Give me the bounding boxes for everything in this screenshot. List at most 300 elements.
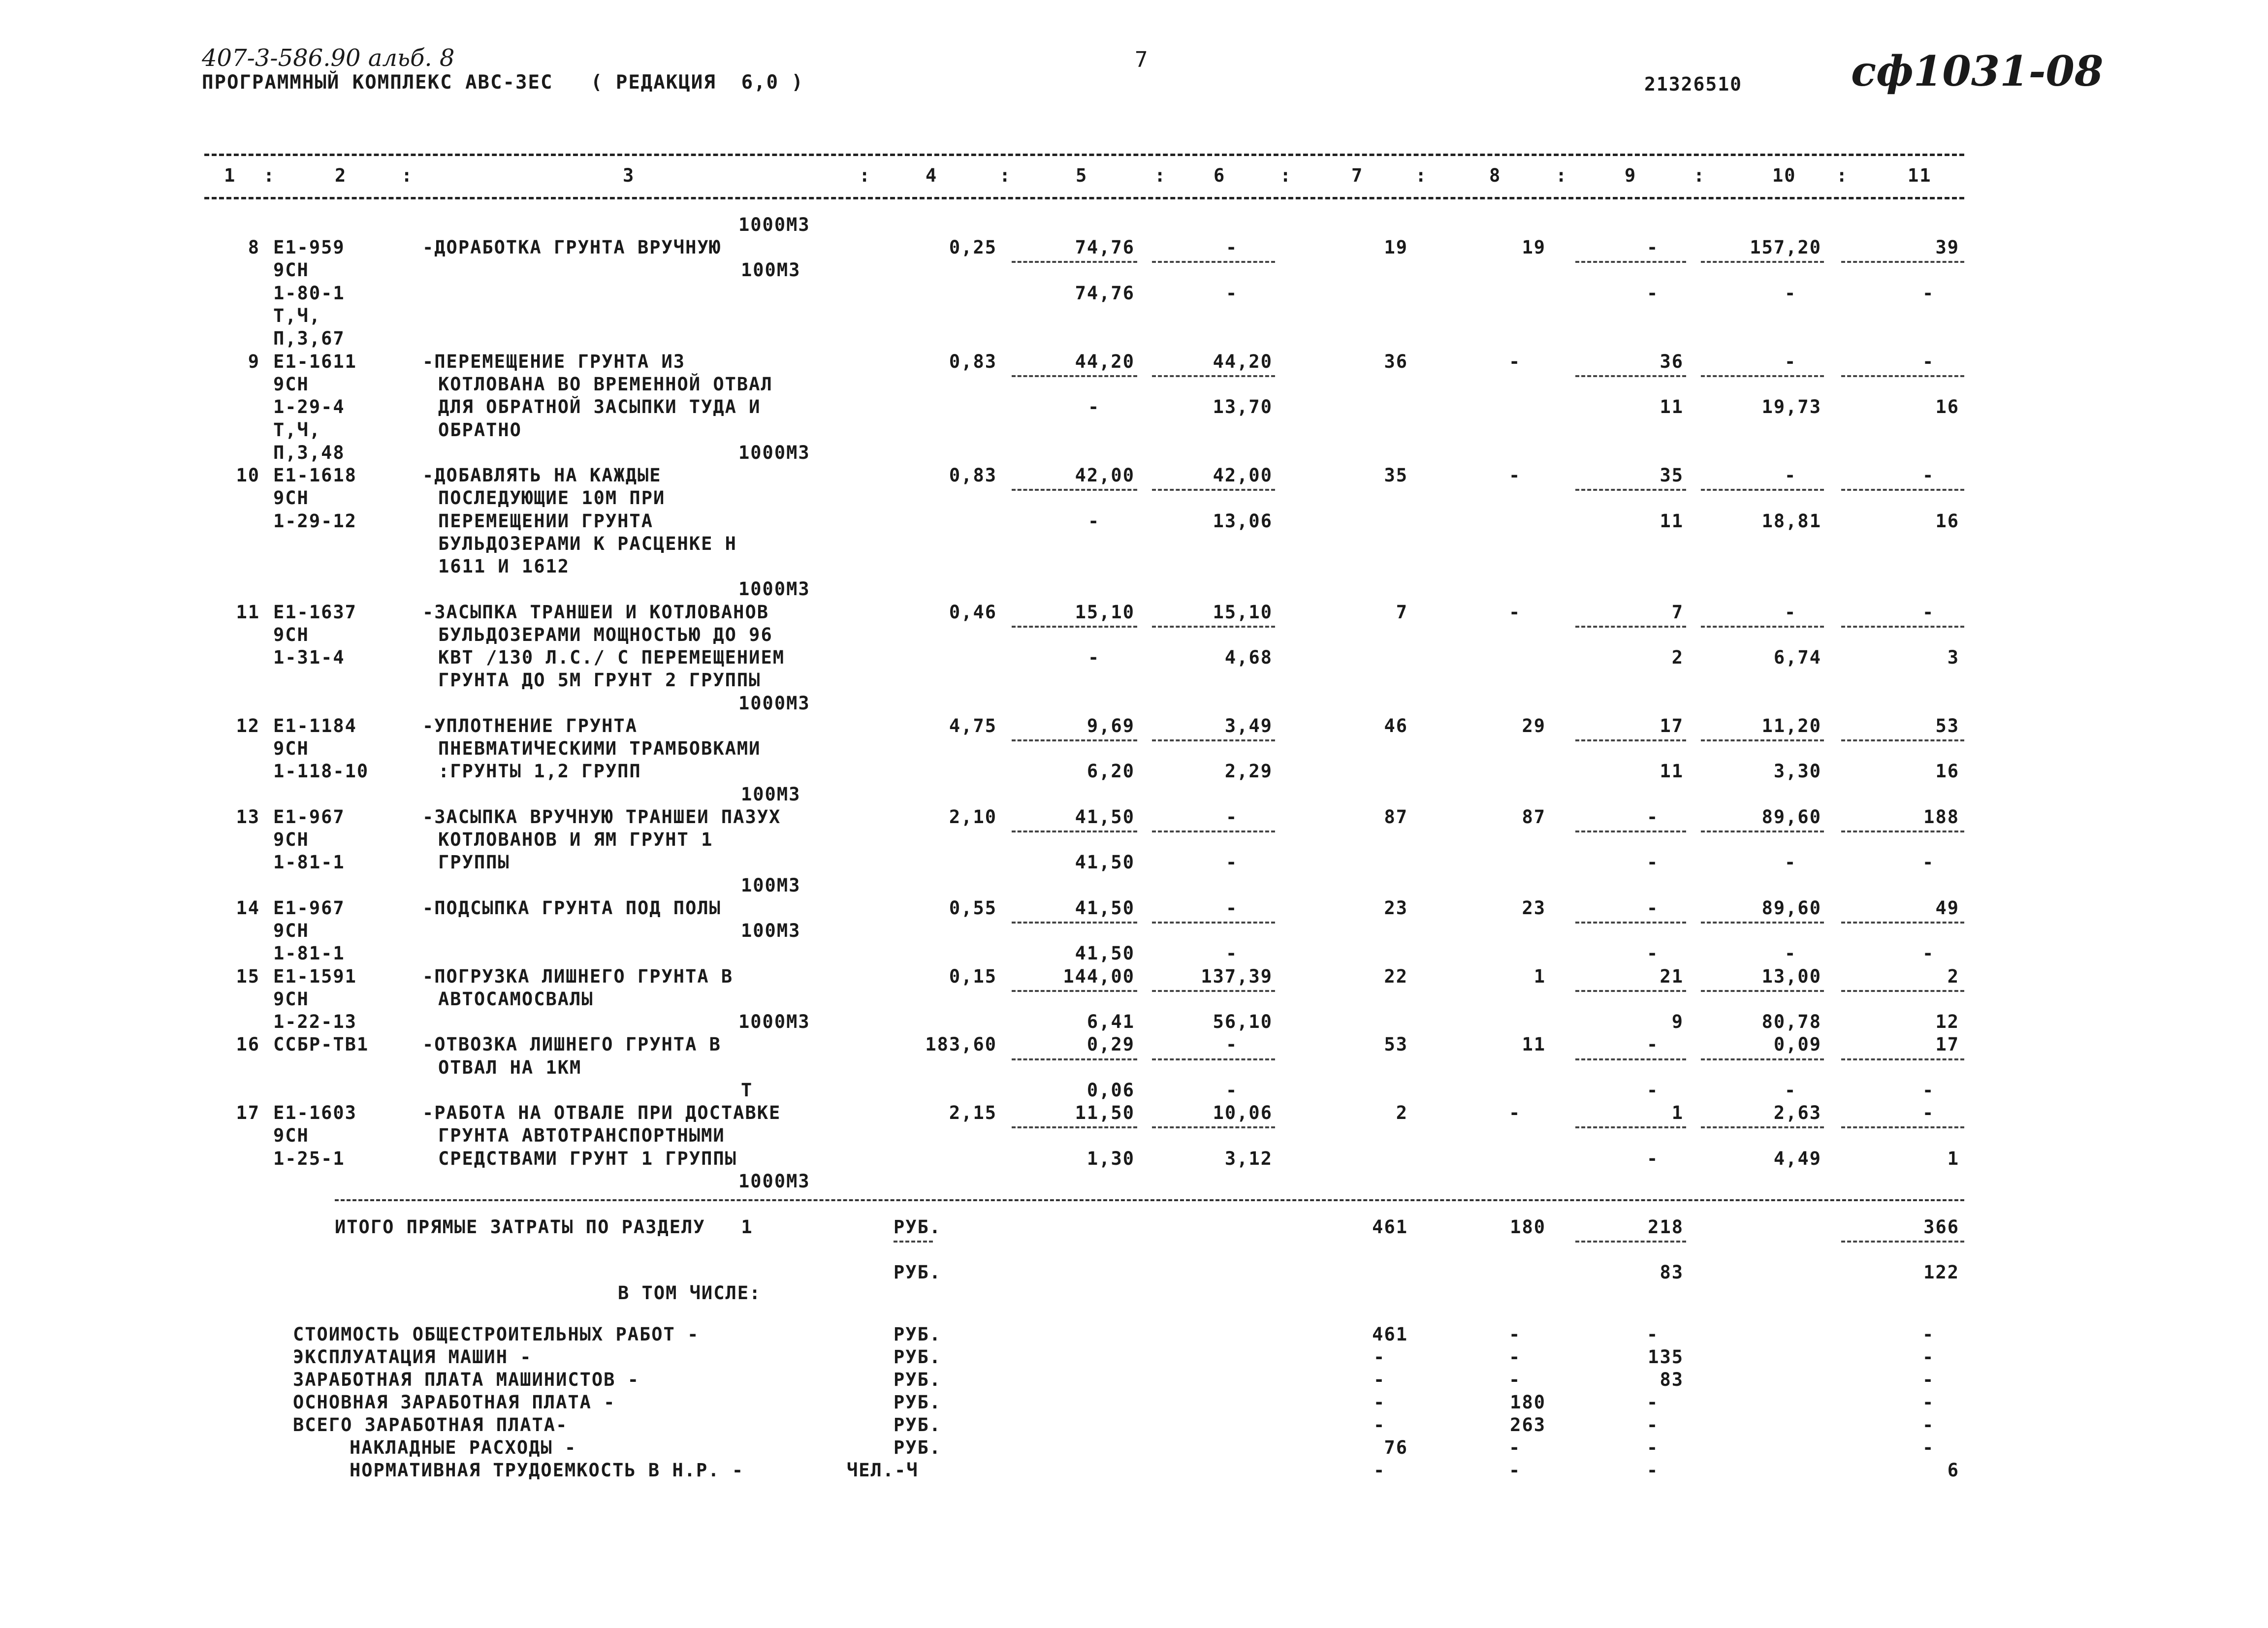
summary-cell: - <box>1922 1369 1935 1390</box>
table-cell: - <box>1226 852 1238 873</box>
page-number: 7 <box>1135 47 1149 72</box>
value-separator-line <box>1575 739 1686 741</box>
column-header-11: 11 <box>1908 165 1932 186</box>
table-cell: 2 <box>1396 1102 1408 1123</box>
value-separator-line <box>1012 489 1137 491</box>
table-cell: 41,50 <box>1075 897 1135 919</box>
table-cell: Т,Ч, <box>273 419 321 441</box>
summary-cell: - <box>1922 1346 1935 1368</box>
table-cell: 46 <box>1384 715 1408 736</box>
table-cell: ПЕРЕМЕЩЕНИИ ГРУНТА <box>438 511 653 532</box>
table-cell: ГРУНТА АВТОТРАНСПОРТНЫМИ <box>438 1125 725 1146</box>
table-cell: 44,20 <box>1075 351 1135 372</box>
table-cell: -ОТВОЗКА ЛИШНЕГО ГРУНТА В <box>422 1034 721 1055</box>
table-cell: - <box>1922 1080 1935 1101</box>
column-divider: : <box>1280 165 1292 186</box>
summary-cell: 76 <box>1384 1437 1408 1458</box>
summary-cell: РУБ. <box>894 1324 942 1345</box>
table-cell: 8 <box>248 237 260 258</box>
summary-cell: ОСНОВНАЯ ЗАРАБОТНАЯ ПЛАТА - <box>293 1392 616 1413</box>
summary-cell: - <box>1647 1392 1659 1413</box>
value-separator-line <box>1575 1241 1686 1243</box>
table-cell: 42,00 <box>1075 465 1135 486</box>
table-cell: - <box>1509 465 1521 486</box>
table-cell: 137,39 <box>1201 966 1273 987</box>
table-cell: - <box>1647 943 1659 964</box>
table-cell: 22 <box>1384 966 1408 987</box>
table-cell: 39 <box>1935 237 1959 258</box>
table-cell: 2 <box>1947 966 1959 987</box>
summary-cell: РУБ. <box>894 1369 942 1390</box>
column-header-2: 2 <box>335 165 347 186</box>
table-cell: Е1-1184 <box>273 715 357 736</box>
table-cell: 13 <box>236 806 260 828</box>
table-cell: 4,49 <box>1773 1148 1821 1169</box>
table-cell: -ПЕРЕМЕЩЕНИЕ ГРУНТА ИЗ <box>422 351 686 372</box>
value-separator-line <box>1012 626 1137 628</box>
column-divider: : <box>263 165 276 186</box>
table-cell: 100М3 <box>741 875 801 896</box>
value-separator-line <box>1701 739 1824 741</box>
value-separator-line <box>1152 739 1275 741</box>
summary-cell: РУБ. <box>894 1262 942 1283</box>
table-cell: 74,76 <box>1075 237 1135 258</box>
value-separator-line <box>1701 626 1824 628</box>
table-cell: 3,30 <box>1773 761 1821 782</box>
table-cell: 9СН <box>273 487 309 509</box>
summary-cell: - <box>1509 1346 1521 1368</box>
column-divider: : <box>859 165 871 186</box>
table-cell: - <box>1226 897 1238 919</box>
table-cell: - <box>1647 897 1659 919</box>
summary-cell: 83 <box>1660 1262 1684 1283</box>
table-cell: 1000М3 <box>738 693 810 714</box>
table-cell: 1000М3 <box>738 442 810 463</box>
table-cell: 183,60 <box>925 1034 997 1055</box>
table-cell: 3,12 <box>1224 1148 1273 1169</box>
column-header-9: 9 <box>1625 165 1637 186</box>
table-cell: 17 <box>236 1102 260 1123</box>
table-cell: - <box>1785 283 1797 304</box>
value-separator-line <box>1841 626 1964 628</box>
summary-cell: - <box>1647 1437 1659 1458</box>
table-cell: Е1-967 <box>273 897 345 919</box>
table-cell: 1-22-13 <box>273 1011 357 1032</box>
value-separator-line <box>1841 261 1964 263</box>
table-cell: 12 <box>236 715 260 736</box>
table-cell: 2,15 <box>949 1102 997 1123</box>
summary-cell: 180 <box>1510 1216 1546 1238</box>
table-cell: 11 <box>1522 1034 1546 1055</box>
column-divider: : <box>1154 165 1167 186</box>
summary-cell: НОРМАТИВНАЯ ТРУДОЕМКОСТЬ В Н.Р. - <box>350 1460 744 1481</box>
value-separator-line <box>1575 1126 1686 1128</box>
table-cell: 3 <box>1947 647 1959 668</box>
summary-cell: - <box>1374 1346 1386 1368</box>
table-cell: ГРУНТА ДО 5М ГРУНТ 2 ГРУППЫ <box>438 670 761 691</box>
column-header-8: 8 <box>1489 165 1501 186</box>
table-cell: - <box>1226 1080 1238 1101</box>
value-separator-line <box>1841 1126 1964 1128</box>
table-cell: ОБРАТНО <box>438 419 522 441</box>
table-cell: 15 <box>236 966 260 987</box>
value-separator-line <box>1701 922 1824 924</box>
table-cell: 11,50 <box>1075 1102 1135 1123</box>
table-cell: 9СН <box>273 920 309 941</box>
summary-cell: - <box>1374 1369 1386 1390</box>
table-cell: 2,63 <box>1773 1102 1821 1123</box>
table-cell: КОТЛОВАНОВ И ЯМ ГРУНТ 1 <box>438 829 713 850</box>
table-cell: 49 <box>1935 897 1959 919</box>
summary-cell: РУБ. <box>894 1437 942 1458</box>
table-cell: 1000М3 <box>738 578 810 600</box>
table-cell: 16 <box>1935 761 1959 782</box>
table-cell: ГРУППЫ <box>438 852 510 873</box>
table-cell: - <box>1226 283 1238 304</box>
value-separator-line <box>1841 830 1964 832</box>
table-cell: 89,60 <box>1761 806 1821 828</box>
column-header-3: 3 <box>623 165 635 186</box>
summary-cell: - <box>1647 1460 1659 1481</box>
summary-cell: ИТОГО ПРЯМЫЕ ЗАТРАТЫ ПО РАЗДЕЛУ 1 <box>335 1216 753 1238</box>
table-cell: - <box>1088 647 1100 668</box>
value-separator-line <box>1012 922 1137 924</box>
table-cell: - <box>1785 1080 1797 1101</box>
table-cell: БУЛЬДОЗЕРАМИ К РАСЦЕНКЕ Н <box>438 533 737 554</box>
table-cell: 4,68 <box>1224 647 1273 668</box>
value-separator-line <box>1701 261 1824 263</box>
table-cell: 17 <box>1660 715 1684 736</box>
column-divider: : <box>1693 165 1706 186</box>
table-cell: -ЗАСЫПКА ТРАНШЕИ И КОТЛОВАНОВ <box>422 602 769 623</box>
document-reference: 407-3-586.90 альб. 8 <box>202 44 455 72</box>
column-header-row <box>0 166 2268 186</box>
table-cell: 16 <box>1935 396 1959 417</box>
table-cell: 13,00 <box>1761 966 1821 987</box>
value-separator-line <box>1701 990 1824 992</box>
summary-cell: РУБ. <box>894 1216 942 1238</box>
table-cell: 4,75 <box>949 715 997 736</box>
table-cell: 21 <box>1660 966 1684 987</box>
table-cell: - <box>1922 602 1935 623</box>
table-cell: - <box>1922 351 1935 372</box>
table-cell: -ДОРАБОТКА ГРУНТА ВРУЧНУЮ <box>422 237 721 258</box>
table-cell: 9,69 <box>1086 715 1135 736</box>
table-cell: Т,Ч, <box>273 305 321 326</box>
table-cell: 9 <box>1671 1011 1684 1032</box>
table-cell: -РАБОТА НА ОТВАЛЕ ПРИ ДОСТАВКЕ <box>422 1102 781 1123</box>
column-divider: : <box>1556 165 1568 186</box>
table-cell: 23 <box>1384 897 1408 919</box>
summary-cell: - <box>1922 1437 1935 1458</box>
table-cell: 7 <box>1396 602 1408 623</box>
value-separator-line <box>1575 626 1686 628</box>
table-cell: 1 <box>1947 1148 1959 1169</box>
summary-cell: - <box>1509 1437 1521 1458</box>
summary-cell: 180 <box>1510 1392 1546 1413</box>
summary-cell: 83 <box>1660 1369 1684 1390</box>
summary-cell: - <box>1647 1414 1659 1436</box>
table-cell: 42,00 <box>1213 465 1273 486</box>
table-cell: ССБР-ТВ1 <box>273 1034 369 1055</box>
table-cell: 1-29-4 <box>273 396 345 417</box>
table-cell: - <box>1088 511 1100 532</box>
summary-cell: 218 <box>1648 1216 1684 1238</box>
table-cell: - <box>1922 852 1935 873</box>
summary-cell: - <box>1509 1460 1521 1481</box>
table-cell: 41,50 <box>1075 852 1135 873</box>
value-separator-line <box>1575 1058 1686 1060</box>
table-cell: 1-25-1 <box>273 1148 345 1169</box>
summary-cell: - <box>1509 1324 1521 1345</box>
table-cell: 1 <box>1671 1102 1684 1123</box>
header-rule-top <box>204 154 1964 156</box>
table-cell: ПОСЛЕДУЮЩИЕ 10М ПРИ <box>438 487 666 509</box>
table-cell: 41,50 <box>1075 943 1135 964</box>
table-cell: Е1-1611 <box>273 351 357 372</box>
table-cell: - <box>1226 806 1238 828</box>
summary-cell: - <box>1374 1414 1386 1436</box>
table-cell: 1-31-4 <box>273 647 345 668</box>
table-cell: 11 <box>1660 396 1684 417</box>
table-cell: 87 <box>1522 806 1546 828</box>
table-cell: 6,41 <box>1086 1011 1135 1032</box>
header-rule-bottom <box>204 197 1964 199</box>
table-cell: 1000М3 <box>738 1011 810 1032</box>
summary-cell: В ТОМ ЧИСЛЕ: <box>618 1282 762 1304</box>
table-cell: 12 <box>1935 1011 1959 1032</box>
table-cell: 19,73 <box>1761 396 1821 417</box>
value-separator-line <box>1152 261 1275 263</box>
value-separator-line <box>1841 375 1964 377</box>
table-cell: 56,10 <box>1213 1011 1273 1032</box>
table-cell: - <box>1226 1034 1238 1055</box>
table-cell: -ДОБАВЛЯТЬ НА КАЖДЫЕ <box>422 465 662 486</box>
table-cell: - <box>1922 283 1935 304</box>
column-divider: : <box>401 165 414 186</box>
table-cell: - <box>1088 396 1100 417</box>
table-cell: Е1-1603 <box>273 1102 357 1123</box>
summary-cell: - <box>1509 1369 1521 1390</box>
column-header-5: 5 <box>1076 165 1088 186</box>
table-cell: 157,20 <box>1750 237 1821 258</box>
table-cell: 1611 И 1612 <box>438 556 570 577</box>
table-cell: 2,10 <box>949 806 997 828</box>
table-cell: 100М3 <box>741 784 801 805</box>
table-cell: 188 <box>1923 806 1959 828</box>
table-cell: 1000М3 <box>738 214 810 235</box>
table-cell: П,3,48 <box>273 442 345 463</box>
table-cell: Е1-967 <box>273 806 345 828</box>
summary-cell: РУБ. <box>894 1392 942 1413</box>
table-cell: Е1-959 <box>273 237 345 258</box>
table-cell: 7 <box>1671 602 1684 623</box>
column-header-1: 1 <box>224 165 236 186</box>
column-header-4: 4 <box>926 165 938 186</box>
table-cell: 0,83 <box>949 465 997 486</box>
table-cell: 89,60 <box>1761 897 1821 919</box>
table-cell: -ЗАСЫПКА ВРУЧНУЮ ТРАНШЕИ ПАЗУХ <box>422 806 781 828</box>
table-cell: 0,15 <box>949 966 997 987</box>
value-separator-line <box>1841 990 1964 992</box>
table-cell: - <box>1226 943 1238 964</box>
table-cell: 36 <box>1384 351 1408 372</box>
table-cell: 15,10 <box>1213 602 1273 623</box>
value-separator-line <box>1152 830 1275 832</box>
currency-separator-line <box>894 1241 933 1243</box>
table-cell: 11 <box>1660 761 1684 782</box>
table-cell: 9СН <box>273 989 309 1010</box>
table-cell: 1-81-1 <box>273 852 345 873</box>
summary-cell: НАКЛАДНЫЕ РАСХОДЫ - <box>350 1437 577 1458</box>
value-separator-line <box>1152 1058 1275 1060</box>
table-cell: 87 <box>1384 806 1408 828</box>
column-divider: : <box>999 165 1012 186</box>
summary-cell: 135 <box>1648 1346 1684 1368</box>
table-cell: 1,30 <box>1086 1148 1135 1169</box>
summary-cell: - <box>1922 1392 1935 1413</box>
table-cell: 100М3 <box>741 259 801 281</box>
table-cell: Е1-1591 <box>273 966 357 987</box>
table-cell: 41,50 <box>1075 806 1135 828</box>
value-separator-line <box>1575 261 1686 263</box>
column-divider: : <box>1836 165 1849 186</box>
table-cell: 9СН <box>273 624 309 645</box>
value-separator-line <box>1152 375 1275 377</box>
summary-cell: ВСЕГО ЗАРАБОТНАЯ ПЛАТА- <box>293 1414 568 1436</box>
value-separator-line <box>1701 1058 1824 1060</box>
summary-cell: 122 <box>1923 1262 1959 1283</box>
table-cell: 9СН <box>273 829 309 850</box>
summary-cell: 461 <box>1372 1216 1408 1238</box>
table-cell: 15,10 <box>1075 602 1135 623</box>
table-cell: 1-80-1 <box>273 283 345 304</box>
program-title: ПРОГРАММНЫЙ КОМПЛЕКС АВС-3ЕС ( РЕДАКЦИЯ 6,0 ) <box>202 71 804 94</box>
table-cell: 35 <box>1384 465 1408 486</box>
table-cell: 18,81 <box>1761 511 1821 532</box>
table-cell: - <box>1922 465 1935 486</box>
table-cell: 2,29 <box>1224 761 1273 782</box>
table-cell: - <box>1509 351 1521 372</box>
value-separator-line <box>1152 1126 1275 1128</box>
table-cell: КВТ /130 Л.С./ С ПЕРЕМЕЩЕНИЕМ <box>438 647 785 668</box>
table-cell: 144,00 <box>1063 966 1135 987</box>
table-cell: 100М3 <box>741 920 801 941</box>
table-cell: 1-118-10 <box>273 761 369 782</box>
table-cell: 11 <box>1660 511 1684 532</box>
column-header-7: 7 <box>1351 165 1364 186</box>
table-cell: 74,76 <box>1075 283 1135 304</box>
value-separator-line <box>1012 1058 1137 1060</box>
table-cell: - <box>1922 943 1935 964</box>
table-cell: 36 <box>1660 351 1684 372</box>
table-cell: - <box>1785 852 1797 873</box>
column-divider: : <box>1415 165 1428 186</box>
summary-cell: РУБ. <box>894 1346 942 1368</box>
summary-cell: СТОИМОСТЬ ОБЩЕСТРОИТЕЛЬНЫХ РАБОТ - <box>293 1324 700 1345</box>
total-rule <box>335 1199 1964 1201</box>
table-cell: 19 <box>1522 237 1546 258</box>
value-separator-line <box>1012 1126 1137 1128</box>
table-cell: 1-29-12 <box>273 511 357 532</box>
table-cell: 29 <box>1522 715 1546 736</box>
table-cell: 9 <box>248 351 260 372</box>
column-header-10: 10 <box>1772 165 1796 186</box>
table-cell: БУЛЬДОЗЕРАМИ МОЩНОСТЬЮ ДО 96 <box>438 624 773 645</box>
value-separator-line <box>1152 489 1275 491</box>
summary-cell: ЗАРАБОТНАЯ ПЛАТА МАШИНИСТОВ - <box>293 1369 640 1390</box>
table-cell: - <box>1647 806 1659 828</box>
table-cell: 6,20 <box>1086 761 1135 782</box>
table-cell: 23 <box>1522 897 1546 919</box>
table-cell: 6,74 <box>1773 647 1821 668</box>
value-separator-line <box>1841 1058 1964 1060</box>
table-cell: ДЛЯ ОБРАТНОЙ ЗАСЫПКИ ТУДА И <box>438 396 761 417</box>
table-cell: 11 <box>236 602 260 623</box>
table-cell: 9СН <box>273 259 309 281</box>
document-code: 21326510 <box>1644 73 1743 95</box>
value-separator-line <box>1575 830 1686 832</box>
table-cell: 17 <box>1935 1034 1959 1055</box>
table-cell: 13,70 <box>1213 396 1273 417</box>
table-cell: 10,06 <box>1213 1102 1273 1123</box>
table-cell: - <box>1509 602 1521 623</box>
table-cell: 16 <box>236 1034 260 1055</box>
summary-cell: 366 <box>1923 1216 1959 1238</box>
table-cell: - <box>1647 852 1659 873</box>
value-separator-line <box>1701 830 1824 832</box>
table-cell: - <box>1226 237 1238 258</box>
table-cell: ПНЕВМАТИЧЕСКИМИ ТРАМБОВКАМИ <box>438 738 761 759</box>
table-cell: СРЕДСТВАМИ ГРУНТ 1 ГРУППЫ <box>438 1148 737 1169</box>
summary-cell: РУБ. <box>894 1414 942 1436</box>
summary-cell: - <box>1922 1414 1935 1436</box>
table-cell: 1 <box>1533 966 1546 987</box>
summary-cell: - <box>1374 1392 1386 1413</box>
value-separator-line <box>1841 489 1964 491</box>
table-cell: 16 <box>1935 511 1959 532</box>
summary-cell: 263 <box>1510 1414 1546 1436</box>
table-cell: 19 <box>1384 237 1408 258</box>
value-separator-line <box>1012 261 1137 263</box>
column-header-6: 6 <box>1214 165 1226 186</box>
table-cell: 0,29 <box>1086 1034 1135 1055</box>
table-cell: - <box>1647 1148 1659 1169</box>
value-separator-line <box>1841 739 1964 741</box>
table-cell: 80,78 <box>1761 1011 1821 1032</box>
value-separator-line <box>1152 626 1275 628</box>
table-cell: 53 <box>1384 1034 1408 1055</box>
value-separator-line <box>1012 830 1137 832</box>
value-separator-line <box>1701 1126 1824 1128</box>
value-separator-line <box>1012 739 1137 741</box>
value-separator-line <box>1152 922 1275 924</box>
table-cell: -УПЛОТНЕНИЕ ГРУНТА <box>422 715 638 736</box>
table-cell: 0,25 <box>949 237 997 258</box>
table-cell: 9СН <box>273 1125 309 1146</box>
table-cell: 3,49 <box>1224 715 1273 736</box>
table-cell: 0,46 <box>949 602 997 623</box>
table-cell: - <box>1785 602 1797 623</box>
table-cell: - <box>1647 1034 1659 1055</box>
summary-cell: - <box>1647 1324 1659 1345</box>
table-cell: Т <box>741 1080 753 1101</box>
table-cell: П,3,67 <box>273 328 345 349</box>
value-separator-line <box>1575 489 1686 491</box>
table-cell: - <box>1509 1102 1521 1123</box>
summary-cell: - <box>1374 1460 1386 1481</box>
table-cell: 0,83 <box>949 351 997 372</box>
